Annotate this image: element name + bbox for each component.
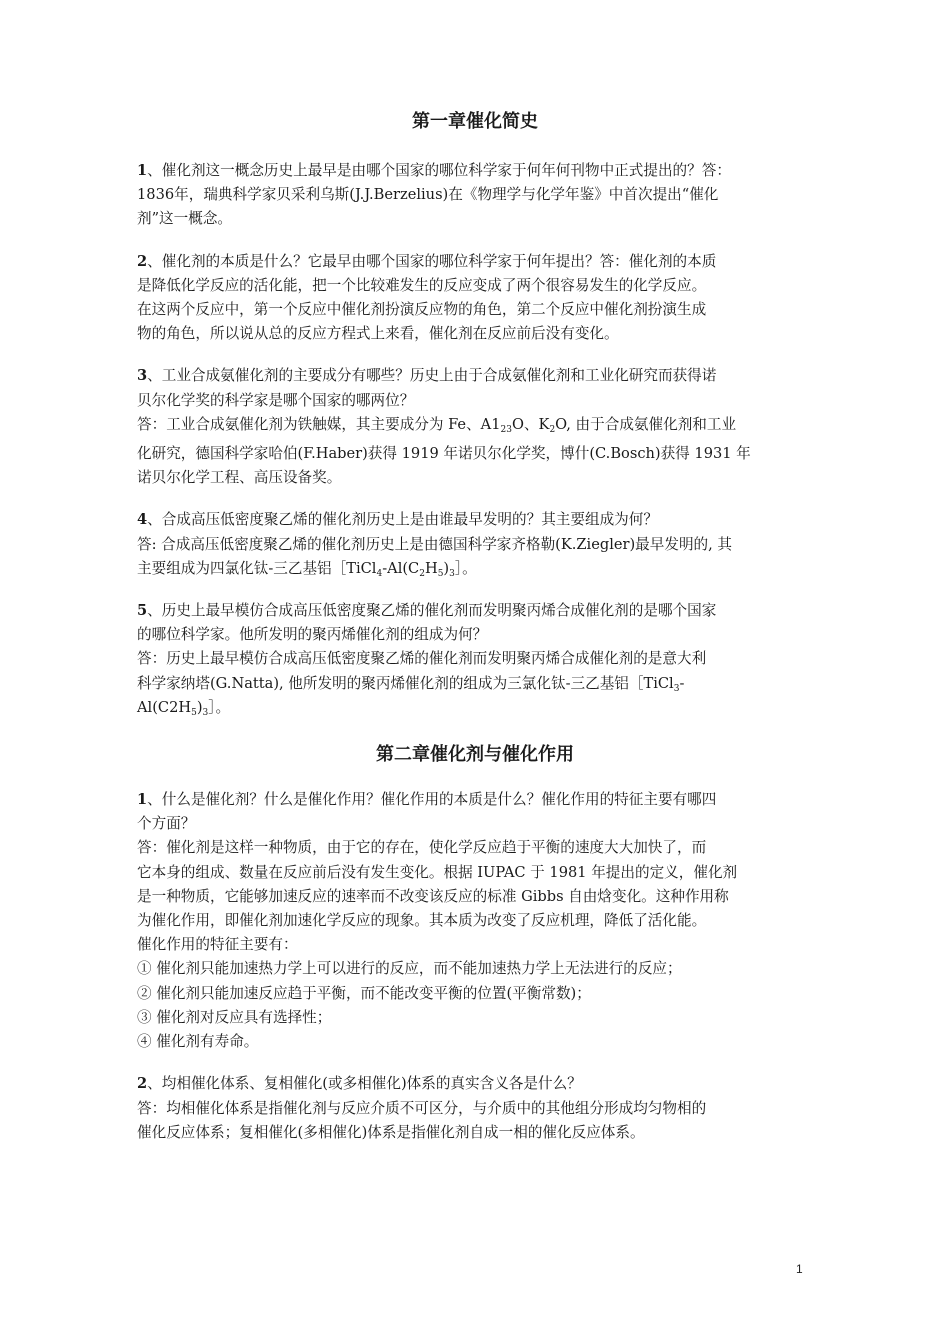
list-item: ① 催化剂只能加速热力学上可以进行的反应，而不能加速热力学上无法进行的反应； bbox=[137, 960, 682, 978]
text-line: 2、均相催化体系、复相催化(或多相催化)体系的真实含义各是什么？ bbox=[137, 1075, 582, 1093]
text-line: 个方面？ bbox=[137, 815, 196, 833]
list-item: ② 催化剂只能加速反应趋于平衡，而不能改变平衡的位置(平衡常数)； bbox=[137, 984, 591, 1002]
question-number: 2 bbox=[137, 1075, 148, 1093]
list-item: ④ 催化剂有寿命。 bbox=[137, 1033, 259, 1051]
text-line: 物的角色，所以说从总的反应方程式上来看，催化剂在反应前后没有变化。 bbox=[137, 325, 619, 343]
text-line: 1、催化剂这一概念历史上最早是由哪个国家的哪位科学家于何年何刊物中正式提出的？答： bbox=[137, 162, 731, 179]
text-line: 1836年，瑞典科学家贝采利乌斯(J.J.Berzelius)在《物理学与化学年鉴》中首次提出“催化 bbox=[137, 186, 719, 204]
chapter-1-title: 第一章催化简史 bbox=[412, 111, 538, 132]
list-item: ③ 催化剂对反应具有选择性； bbox=[137, 1008, 332, 1026]
text-line: 是一种物质，它能够加速反应的速率而不改变该反应的标准 Gibbs 自由焓变化。这种作用称 bbox=[137, 887, 729, 905]
text-line: 答：均相催化体系是指催化剂与反应介质不可区分，与介质中的其他组分形成均匀物相的 bbox=[137, 1099, 707, 1117]
question-number: 4 bbox=[137, 511, 148, 529]
page-number: 1 bbox=[796, 1262, 803, 1276]
text-line: 在这两个反应中，第一个反应中催化剂扮演反应物的角色，第二个反应中催化剂扮演生成 bbox=[137, 301, 707, 319]
chapter-2-title: 第二章催化剂与催化作用 bbox=[376, 744, 574, 766]
text-line: 答：历史上最早模仿合成高压低密度聚乙烯的催化剂而发明聚丙烯合成催化剂的是意大利 bbox=[137, 650, 707, 668]
question-number: 1 bbox=[137, 791, 148, 809]
text-line: 答: 合成高压低密度聚乙烯的催化剂历史上是由德国科学家齐格勒(K.Ziegler)最早发明的, 其 bbox=[137, 535, 733, 553]
text-line: 它本身的组成、数量在反应前后没有发生变化。根据 IUPAC 于 1981 年提出的定义，催化剂 bbox=[137, 863, 738, 881]
text-line: 催化反应体系；复相催化(多相催化)体系是指催化剂自成一相的催化反应体系。 bbox=[137, 1123, 645, 1141]
text-line: 催化作用的特征主要有： bbox=[137, 936, 298, 954]
text-line: 为催化作用，即催化剂加速化学反应的现象。其本质为改变了反应机理，降低了活化能。 bbox=[137, 912, 707, 930]
text-line: 3、工业合成氨催化剂的主要成分有哪些？历史上由于合成氨催化剂和工业化研究而获得诺 bbox=[137, 367, 717, 385]
text-line: 科学家纳塔(G.Natta), 他所发明的聚丙烯催化剂的组成为三氯化钛-三乙基铝［TiCl$_3$- bbox=[137, 674, 685, 694]
chapter-1-question-5 bbox=[137, 599, 813, 720]
chapter-2-question-2 bbox=[137, 1072, 813, 1145]
text-line: 答：工业合成氨催化剂为铁触媒，其主要成分为 Fe、$A1_{23}O$、$K_2O$, 由于合成氨催化剂和工业 bbox=[137, 415, 737, 435]
text-line: 5、历史上最早模仿合成高压低密度聚乙烯的催化剂而发明聚丙烯合成催化剂的是哪个国家 bbox=[137, 602, 717, 620]
chapter-1-question-4 bbox=[137, 508, 813, 581]
question-number: 5 bbox=[137, 602, 148, 620]
text-line: 诺贝尔化学工程、高压设备奖。 bbox=[137, 469, 342, 487]
chapter-1-question-3 bbox=[137, 364, 813, 490]
chapter-2-question-1 bbox=[137, 788, 813, 1054]
chapter-1-question-2 bbox=[137, 250, 813, 347]
chapter-1-question-1 bbox=[137, 159, 813, 232]
question-number: 3 bbox=[137, 367, 148, 385]
text-line: $Al(C2H_5)_3]$。 bbox=[137, 698, 231, 718]
text-line: 2、催化剂的本质是什么？它最早由哪个国家的哪位科学家于何年提出？答：催化剂的本质 bbox=[137, 252, 717, 270]
text-line: 剂”这一概念。 bbox=[137, 210, 233, 228]
text-line: 是降低化学反应的活化能，把一个比较难发生的反应变成了两个很容易发生的化学反应。 bbox=[137, 276, 707, 294]
text-line: 1、什么是催化剂？什么是催化作用？催化作用的本质是什么？催化作用的特征主要有哪四 bbox=[137, 791, 717, 809]
text-line: 4、合成高压低密度聚乙烯的催化剂历史上是由谁最早发明的？其主要组成为何？ bbox=[137, 511, 658, 529]
question-number: 1 bbox=[137, 162, 148, 179]
text-line: 答：催化剂是这样一种物质，由于它的存在，使化学反应趋于平衡的速度大大加快了，而 bbox=[137, 839, 707, 857]
question-number: 2 bbox=[137, 252, 148, 270]
text-line: 贝尔化学奖的科学家是哪个国家的哪两位？ bbox=[137, 391, 415, 409]
text-line: 的哪位科学家。他所发明的聚丙烯催化剂的组成为何？ bbox=[137, 626, 488, 644]
text-line: 化研究，德国科学家哈伯(F.Haber)获得 1919 年诺贝尔化学奖，博什(C.Bosch)获得 1931 年 bbox=[137, 445, 751, 463]
document-body bbox=[137, 109, 813, 1163]
text-line: 主要组成为四氯化钛-三乙基铝$[TiCl_4-Al(C_2H_5)_3]$。 bbox=[137, 559, 477, 579]
